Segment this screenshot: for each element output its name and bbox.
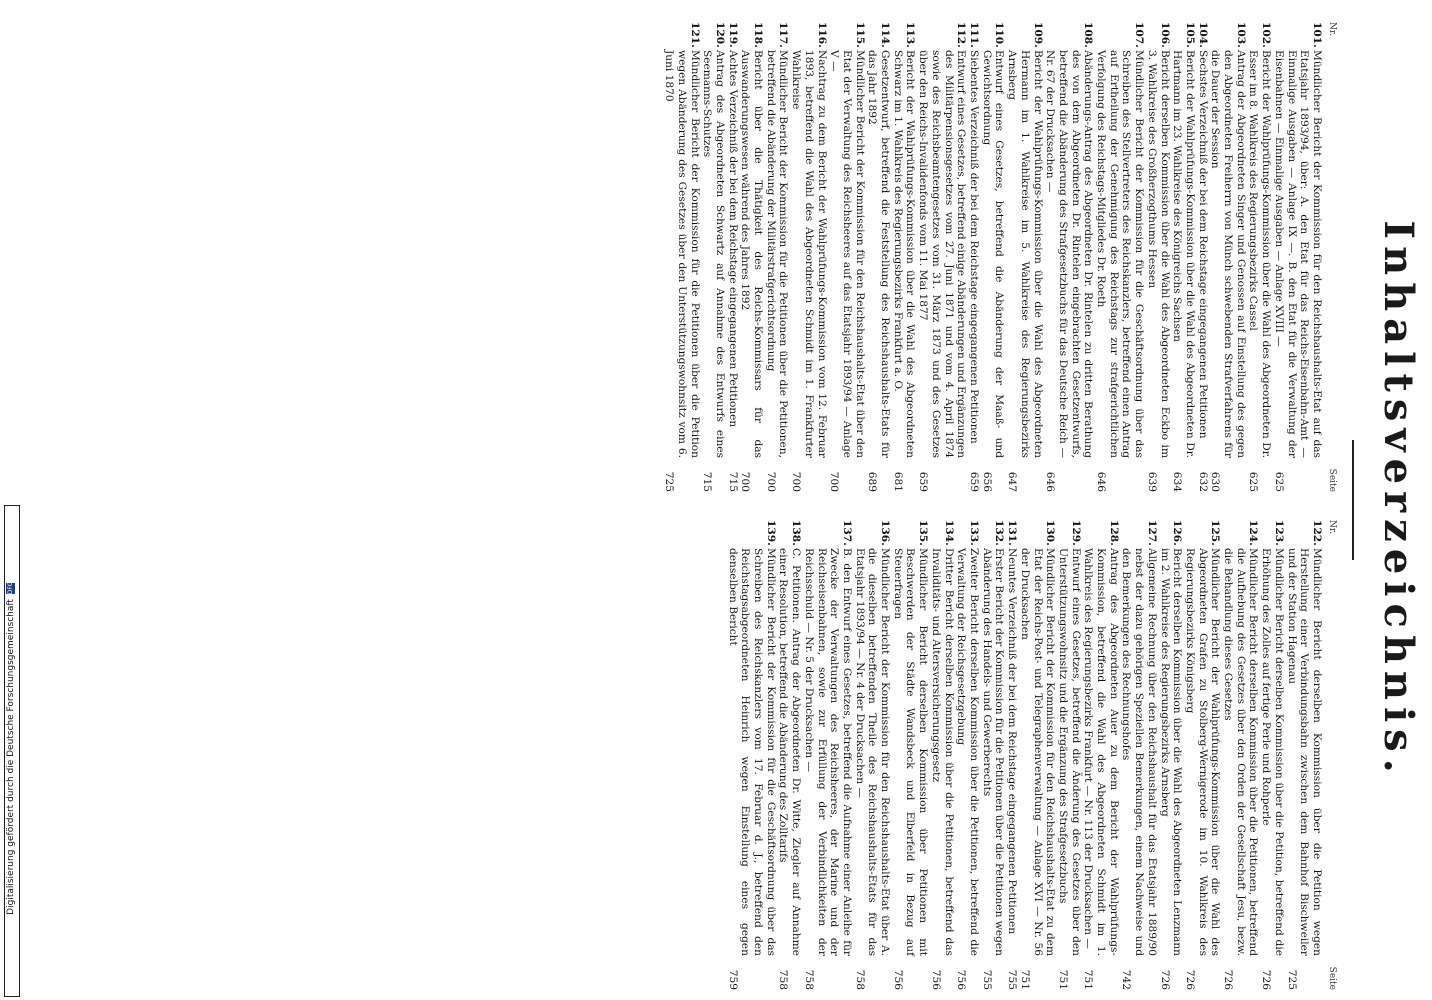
toc-entry — [701, 22, 726, 492]
entry-title: Erster Bericht der Kommission für die Petitionen über die Petitionen wegen Abänderung des Handels- und Gewerberechts — [980, 548, 1006, 956]
digitization-credit-bar — [4, 505, 20, 997]
entry-page: 700 — [764, 471, 777, 492]
entry-page: 758 — [853, 969, 866, 990]
entry-number: 101. — [1311, 22, 1323, 48]
toc-entry — [1145, 22, 1170, 492]
entry-title: Bericht derselben Kommission über die Wahl des Abgeordneten Lenzmann im 2. Wahlkreise des Regierungsbezirks Arnsberg — [1158, 548, 1184, 956]
entry-title: Bericht der Wahlprüfungs-Kommission über die Wahl des Abgeordneten Schwarz im 1. Wahlkreis des Regierungsbezirks Frankfurt a. O. — [891, 50, 917, 458]
entry-number: 136. — [879, 520, 892, 546]
dfg-logo-icon: DFG — [7, 581, 14, 595]
entry-page: 639 — [1145, 471, 1158, 492]
entry-number: 124. — [1247, 520, 1260, 546]
entry-title: Mündlicher Bericht der Kommission für die Geschäftsordnung über das Schreiben des Reichskanzlers vom 17. Februar d. J., betreffend den Reichstagsabgeordneten Heinrich wegen Einstellung eines gegen denselben Bericht — [726, 548, 777, 956]
entry-title: Mündlicher Bericht der Kommission für die Petitionen über die Petitionen, betreffend die Abänderung der Militärstrafgerichtsordnung — [764, 50, 790, 458]
seite-header: Seite — [1327, 468, 1337, 492]
toc-entry — [917, 22, 968, 492]
entry-page: 632 — [1196, 471, 1209, 492]
toc-entry — [929, 520, 954, 990]
entry-number: 103. — [1234, 22, 1247, 48]
entry-title: Achtes Verzeichniß der bei dem Reichstage eingegangenen Petitionen — [726, 50, 739, 428]
entry-title: Mündlicher Bericht der Kommission für den Reichshaushalts-Etat auf das Etatsjahr 1893/94, über: A. den Etat für das Reichs-Eisenbahn-Amt — Einmalige Ausgaben — Anlage IX —. B. den Etat für die Verwaltung der Eisenbahnen — Einmalige Ausgaben — Anlage XVIII — — [1272, 50, 1323, 458]
entry-number: 131. — [1006, 520, 1019, 546]
entry-title: Antrag der Abgeordneten Singer und Genossen auf Einstellung des gegen den Abgeordneten Freiherrn von Münch schwebenden Strafverfahrens für die Dauer der Session — [1209, 50, 1247, 458]
entry-number: 129. — [1069, 520, 1082, 546]
entry-title: Bericht der Wahlprüfungs-Kommission über die Wahl des Abgeordneten Dr. Hartmann im 23. Wahlkreise des Königreichs Sachsen — [1171, 50, 1196, 458]
toc-entry — [1094, 22, 1145, 492]
entry-page: 681 — [891, 471, 904, 492]
toc-entry — [739, 22, 764, 492]
entry-page: 759 — [726, 969, 739, 990]
entry-number: 128. — [1107, 520, 1120, 546]
entry-number: 120. — [713, 22, 726, 48]
toc-entry — [980, 22, 1005, 492]
title-rule — [1352, 440, 1354, 560]
entry-number: 112. — [955, 22, 968, 48]
toc-entry — [1183, 520, 1221, 990]
entry-title: Mündlicher Bericht der Kommission für die Geschäftsordnung über das Schreiben des Stellvertreters des Reichskanzlers, betreffend einen Antrag auf Ertheilung der Genehmigung des Reichstags zur strafgerichtlichen Verfolgung des Reichstags-Mitgliedes Dr. Roeth — [1095, 50, 1146, 458]
left-entries — [662, 22, 1323, 492]
left-column — [662, 22, 1337, 492]
toc-entry — [891, 22, 916, 492]
entry-number: 116. — [815, 22, 828, 48]
entry-number: 118. — [752, 22, 765, 48]
entry-page: 625 — [1247, 471, 1260, 492]
entry-title: Mündlicher Bericht der Kommission für die Petitionen über die Petition wegen Abänderung des Gesetzes über den Unterstützungswohnsitz vom 6. Juni 1870 — [663, 50, 701, 458]
toc-entry — [1005, 22, 1043, 492]
entry-page: 726 — [1222, 969, 1235, 990]
toc-entry — [1044, 22, 1095, 492]
entry-title: Mündlicher Bericht derselben Kommission über die Petition, betreffend die Erhöhung des Zolles auf fertige Perle und Rohperle — [1260, 548, 1285, 956]
toc-entry — [828, 22, 866, 492]
toc-entry — [1171, 22, 1196, 492]
toc-entry — [1196, 22, 1209, 492]
entry-number: 113. — [904, 22, 917, 48]
page-title: Inhaltsverzeichnis. — [1375, 220, 1422, 780]
entry-page: 634 — [1171, 471, 1184, 492]
entry-page: 700 — [828, 471, 841, 492]
entry-number: 133. — [968, 520, 981, 546]
toc-entry — [980, 520, 1005, 990]
toc-entry — [1259, 520, 1284, 990]
toc-entry — [853, 520, 891, 990]
entry-number: 123. — [1272, 520, 1285, 546]
entry-page: 630 — [1209, 471, 1222, 492]
entry-title: C. Petitionen. Antrag der Abgeordneten Dr. Witte, Ziegler auf Annahme einer Resolution, betreffend die Abänderung des Zolltarifs — [777, 548, 803, 956]
entry-number: 138. — [790, 520, 803, 546]
toc-entry — [1272, 22, 1323, 492]
entry-title: B. den Entwurf eines Gesetzes, betreffend die Aufnahme einer Anleihe für Zwecke der Verwaltungen des Reichsheeres, der Marine und der Reichseisenbahnen, sowie zur Erfüllung der Verbindlichkeiten der Reichsschuld — Nr. 5 der Drucksachen — — [802, 548, 853, 956]
entry-number: 111. — [968, 22, 981, 48]
entry-title: Mündlicher Bericht derselben Kommission über die Petition wegen Herstellung einer Verbindungsbahn zwischen dem Bahnhof Bischweiler und der Station Hagenau — [1285, 548, 1323, 956]
entry-number: 125. — [1209, 520, 1222, 546]
entry-number: 104. — [1196, 22, 1209, 48]
entry-title: Gesetzentwurf, betreffend die Feststellung des Reichshaushalts-Etats für das Jahr 1892 — [866, 50, 892, 458]
nr-header: Nr. — [1327, 520, 1337, 535]
toc-entry — [1056, 520, 1081, 990]
entry-title: Mündlicher Bericht derselben Kommission über die Petitionen, betreffend die Aufhebung des Gesetzes über den Orden der Gesellschaft Jesu, bezw. die Behandlung dieses Gesetzes — [1222, 548, 1260, 956]
entry-title: Zweiter Bericht derselben Kommission über die Petitionen, betreffend die Verwaltung der Reichsgesetzgebung — [955, 548, 981, 956]
entry-page: 715 — [701, 471, 714, 492]
entry-number: 126. — [1171, 520, 1184, 546]
toc-entry — [789, 22, 827, 492]
entry-number: 115. — [853, 22, 866, 48]
entry-title: Nachtrag zu dem Bericht der Wahlprüfungs-Kommission vom 12. Februar 1893, betreffend die Wahl des Abgeordneten Schmidt im 1. Frankfurter Wahlkreise — [790, 50, 828, 458]
entry-page: 700 — [790, 471, 803, 492]
entry-number: 134. — [942, 520, 955, 546]
entry-number: 105. — [1183, 22, 1196, 48]
entry-page: 689 — [866, 471, 879, 492]
entry-title: Entwurf eines Gesetzes, betreffend die Änderung des Gesetzes über den Unterstützungswohnsitz und die Ergänzung des Strafgesetzbuchs — [1056, 548, 1082, 956]
right-column-header — [1323, 520, 1337, 990]
entry-page: 756 — [929, 969, 942, 990]
entry-title: Sechstes Verzeichniß der bei dem Reichstage eingegangenen Petitionen — [1196, 50, 1209, 439]
toc-entry — [1082, 520, 1120, 990]
entry-number: 139. — [764, 520, 777, 546]
entry-page: 725 — [663, 471, 676, 492]
entry-number: 135. — [917, 520, 930, 546]
entry-page: 751 — [1082, 969, 1095, 990]
toc-entry — [1120, 520, 1158, 990]
toc-entry — [1005, 520, 1018, 990]
right-column — [726, 520, 1337, 990]
toc-entry — [802, 520, 853, 990]
entry-title: Neuntes Verzeichniß der bei dem Reichstage eingegangenen Petitionen — [1006, 548, 1019, 935]
entry-title: Entwurf eines Gesetzes, betreffend die Abänderung der Maaß- und Gewichtsordnung — [980, 50, 1006, 458]
entry-title: Mündlicher Bericht der Kommission für den Reichshaushalts-Etat über A. die dieselben betreffenden Theile des Reichshaushalts-Etats für das Etatsjahr 1893/94 — Nr. 4 der Drucksachen — — [853, 548, 892, 956]
entry-title: Bericht über die Thätigkeit des Reichs-Kommissars für das Auswanderungswesen während des Jahres 1892 — [739, 50, 765, 458]
entry-title: Mündlicher Bericht derselben Kommission über Petitionen mit Beschwerden der Städte Wandsbeck und Elberfeld in Bezug auf Steuerfragen — [891, 548, 930, 956]
toc-entry — [662, 22, 700, 492]
toc-entry — [777, 520, 802, 990]
entry-page: 647 — [1006, 471, 1019, 492]
entry-title: Mündlicher Bericht der Wahlprüfungs-Kommission über die Wahl des Abgeordneten Grafen zu Stolberg-Wernigerode im 10. Wahlkreis des Regierungsbezirks Königsberg — [1183, 548, 1222, 956]
entry-title: Siebentes Verzeichniß der bei dem Reichstage eingegangenen Petitionen — [968, 50, 981, 444]
credit-text: Digitalisierung gefördert durch die Deutsche Forschungsgemeinschaft — [6, 599, 16, 915]
toc-entry — [1158, 520, 1183, 990]
toc-entry — [955, 520, 980, 990]
entry-number: 109. — [1031, 22, 1044, 48]
entry-number: 102. — [1260, 22, 1273, 48]
entry-title: Mündlicher Bericht der Kommission für den Reichshaushalts-Etat über den Etat der Verwaltung des Reichsheeres auf das Etatsjahr 1893/94 — Anlage V — — [828, 50, 866, 458]
entry-number: 108. — [1082, 22, 1095, 48]
entry-page: 659 — [968, 471, 981, 492]
digitization-credit — [4, 519, 18, 979]
toc-entry — [1018, 520, 1056, 990]
entry-page: 751 — [1056, 969, 1069, 990]
entry-page: 646 — [1095, 471, 1108, 492]
entry-page: 742 — [1120, 969, 1133, 990]
entry-page: 659 — [917, 471, 930, 492]
entry-page: 715 — [726, 471, 739, 492]
right-entries — [726, 520, 1323, 990]
toc-entry — [1247, 22, 1272, 492]
entry-title: Bericht der Wahlprüfungs-Kommission über die Wahl des Abgeordneten Dr. Esser im 8. Wahlkreis des Regierungsbezirks Cassel — [1247, 50, 1273, 458]
toc-entry — [1285, 520, 1323, 990]
entry-number: 110. — [993, 22, 1006, 48]
entry-number: 106. — [1158, 22, 1171, 48]
seite-header: Seite — [1327, 966, 1337, 990]
entry-number: 107. — [1133, 22, 1146, 48]
toc-entry — [764, 22, 789, 492]
entry-page: 755 — [980, 969, 993, 990]
entry-number: 137. — [840, 520, 853, 546]
toc-entry — [866, 22, 891, 492]
toc-entry — [891, 520, 929, 990]
toc-entry — [1221, 520, 1259, 990]
toc-entry — [1209, 22, 1247, 492]
entry-page: 656 — [980, 471, 993, 492]
toc-entry — [726, 520, 777, 990]
left-column-header — [1323, 22, 1337, 492]
entry-title: Bericht derselben Kommission über die Wahl des Abgeordneten Eckbo im 3. Wahlkreise des Großherzogthums Hessen — [1145, 50, 1171, 458]
entry-title: Dritter Bericht derselben Kommission über die Petitionen, betreffend das Invaliditäts- und Altersversicherungsgesetz — [929, 548, 955, 956]
entry-title: Antrag des Abgeordneten Auer zu dem Bericht der Wahlprüfungs-Kommission, betreffend die Wahl des Abgeordneten Schmidt im 1. Wahlkreis des Regierungsbezirks Frankfurt — Nr. 113 der Drucksachen — — [1082, 548, 1120, 956]
entry-page: 725 — [1285, 969, 1298, 990]
toc-entry — [967, 22, 980, 492]
entry-number: 122. — [1311, 520, 1323, 546]
entry-title: Abänderungs-Antrag des Abgeordneten Dr. Rintelen zu dritten Berathung des von dem Abgeordneten Dr. Rintelen eingebrachten Gesetzentwurfs, betreffend die Abänderung des Strafgesetzbuchs für das Deutsche Reich — Nr. 67 der Drucksachen — — [1044, 50, 1095, 458]
entry-number: 127. — [1145, 520, 1158, 546]
entry-title: Bericht der Wahlprüfungs-Kommission über die Wahl des Abgeordneten Hermann im 1. Wahlkreise im 5. Wahlkreise des Regierungsbezirks Arnsberg — [1006, 50, 1044, 458]
entry-page: 756 — [891, 969, 904, 990]
entry-number: 119. — [726, 22, 739, 48]
entry-number: 117. — [777, 22, 790, 48]
entry-title: Allgemeine Rechnung über den Reichshaushalt für das Etatsjahr 1889/90 nebst der dazu gehörigen Speziellen Bemerkungen, einem Nachweise und den Bemerkungen des Rechnungshofes — [1120, 548, 1158, 956]
entry-page: 700 — [739, 471, 752, 492]
entry-page: 758 — [802, 969, 815, 990]
entry-number: 121. — [688, 22, 701, 48]
entry-page: 625 — [1272, 471, 1285, 492]
entry-page: 751 — [1018, 969, 1031, 990]
entry-page: 755 — [1006, 969, 1019, 990]
entry-page: 726 — [1183, 969, 1196, 990]
entry-title: Antrag des Abgeordneten Schwartz auf Annahme des Entwurfs eines Seemanns-Schutzes — [701, 50, 726, 458]
entry-number: 132. — [993, 520, 1006, 546]
entry-title: Entwurf eines Gesetzes, betreffend einige Abänderungen und Ergänzungen des Militärpensionsgesetzes vom 27. Juni 1871 und vom 4. April 1874 sowie des Reichsbeamtengesetzes vom 31. März 1873 und des Gesetzes über den Reichs-Invalidenfonds vom 11. Mai 1877 — [917, 50, 968, 458]
entry-page: 756 — [955, 969, 968, 990]
entry-title: Mündlicher Bericht der Kommission für den Reichshaushalts-Etat zu dem Etat der Reichs-Post- und Telegraphenverwaltung — Anlage XVI — Nr. 56 der Drucksachen — [1018, 548, 1057, 956]
entry-number: 114. — [879, 22, 892, 48]
entry-page: 646 — [1044, 471, 1057, 492]
toc-entry — [726, 22, 739, 492]
entry-page: 758 — [777, 969, 790, 990]
nr-header: Nr. — [1327, 22, 1337, 37]
entry-number: 130. — [1044, 520, 1057, 546]
entry-page: 726 — [1158, 969, 1171, 990]
entry-page: 726 — [1260, 969, 1273, 990]
